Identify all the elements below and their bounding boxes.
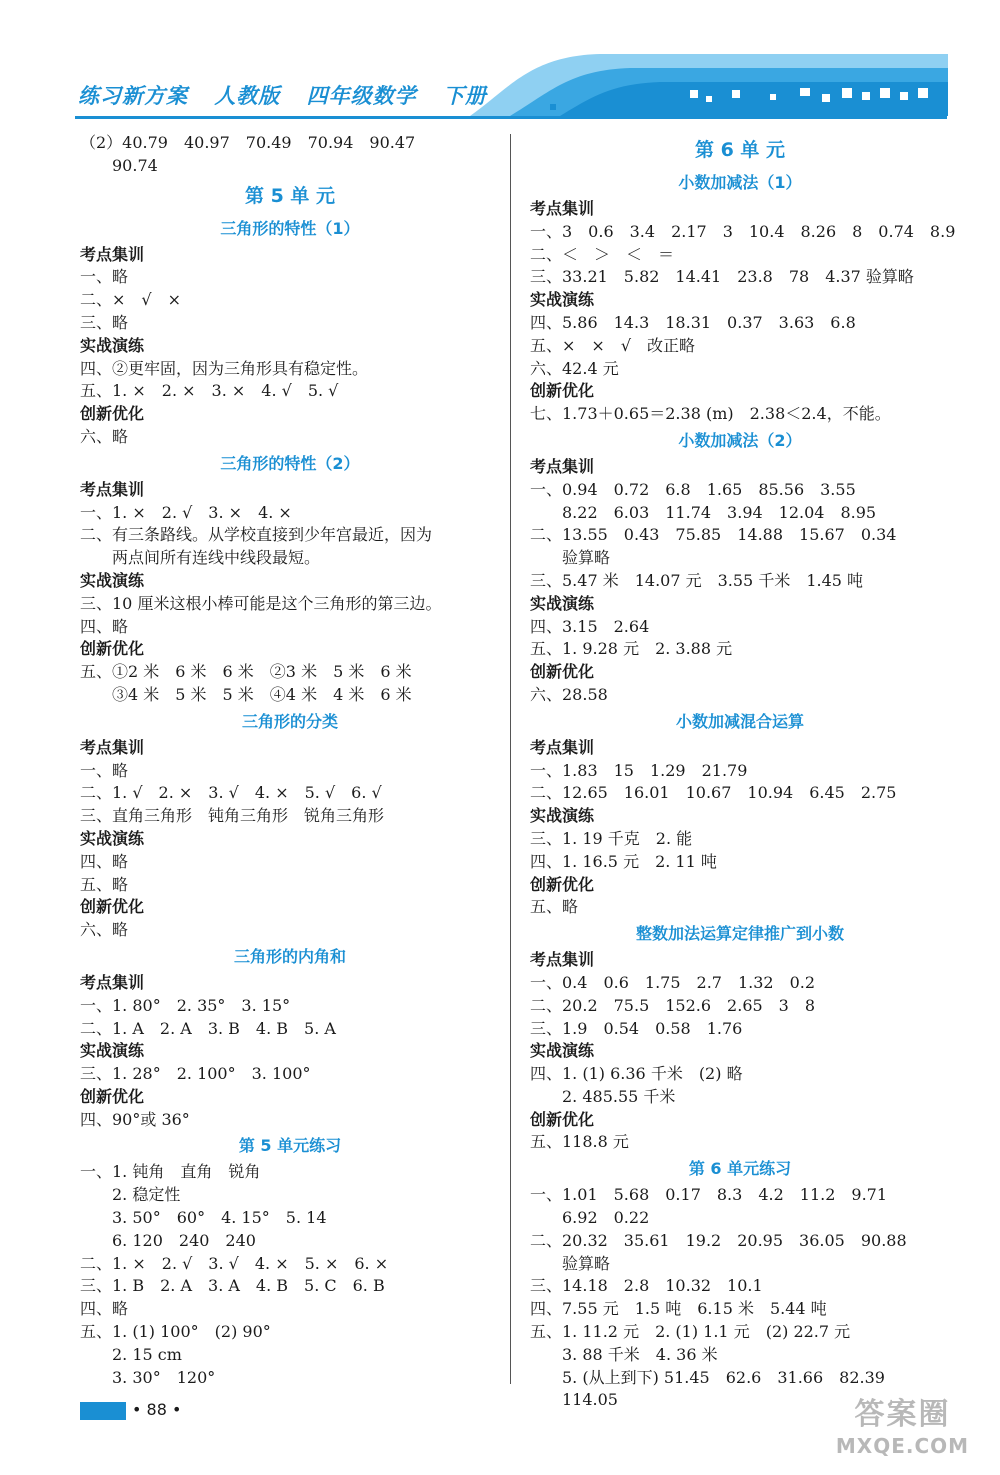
- subsection-label: 创新优化: [530, 662, 595, 682]
- answer-line-continued: 3. 88 千米 4. 36 米: [562, 1344, 718, 1364]
- section-heading: 第 6 单元练习: [688, 1159, 792, 1179]
- answer-line: 二、20.32 35.61 19.2 20.95 36.05 90.88: [530, 1230, 907, 1250]
- answer-line: 五、1. × 2. × 3. × 4. √ 5. √: [80, 381, 339, 401]
- watermark-text-bottom: MXQE.COM: [835, 1434, 970, 1458]
- answer-line-continued: 验算略: [562, 548, 611, 568]
- answer-line: 六、略: [80, 426, 129, 446]
- answer-line: （2）40.79 40.97 70.49 70.94 90.47: [80, 133, 416, 152]
- unit-heading: 第 5 单 元: [244, 184, 336, 207]
- answer-line: 一、1.83 15 1.29 21.79: [530, 760, 748, 780]
- answer-line: 三、1. 19 千克 2. 能: [530, 828, 693, 848]
- subsection-label: 创新优化: [80, 639, 145, 659]
- subsection-label: 实战演练: [80, 570, 145, 590]
- header-title: [78, 80, 505, 110]
- answer-line: 五、1. 9.28 元 2. 3.88 元: [530, 639, 733, 659]
- answer-line-continued: ③4 米 5 米 5 米 ④4 米 4 米 6 米: [112, 684, 412, 704]
- answer-line: 二、＜ ＞ ＜ ＝: [530, 244, 675, 264]
- answer-line: 二、有三条路线。从学校直接到少年宫最近，因为: [80, 525, 433, 545]
- answer-line: 四、略: [80, 616, 129, 636]
- subsection-label: 考点集训: [530, 456, 595, 476]
- section-heading: 小数加减法（2）: [678, 430, 802, 450]
- answer-line: 五、118.8 元: [530, 1132, 629, 1152]
- watermark-logo: [830, 1395, 975, 1465]
- subsection-label: 实战演练: [80, 335, 145, 355]
- answer-line: 六、42.4 元: [530, 358, 619, 378]
- answer-line-continued: 验算略: [562, 1253, 611, 1273]
- subsection-label: 考点集训: [530, 199, 595, 218]
- page-header: [0, 0, 1000, 140]
- subsection-label: 实战演练: [80, 1041, 145, 1061]
- answer-line: 一、1. × 2. √ 3. × 4. ×: [80, 502, 292, 522]
- answer-line-continued: 114.05: [562, 1390, 618, 1410]
- answer-line: 二、12.65 16.01 10.67 10.94 6.45 2.75: [530, 783, 897, 803]
- page-number-text: • 88 •: [132, 1400, 182, 1419]
- answer-line: 二、20.2 75.5 152.6 2.65 3 8: [530, 995, 816, 1015]
- answer-line: 五、× × √ 改正略: [530, 335, 696, 355]
- answer-line: 一、3 0.6 3.4 2.17 3 10.4 8.26 8 0.74 8.9: [530, 221, 956, 241]
- answer-line: 二、1. √ 2. × 3. √ 4. × 5. √ 6. √: [80, 783, 382, 803]
- header-decoration: [470, 48, 950, 118]
- answer-line: 五、略: [80, 874, 129, 894]
- answer-line: 一、0.4 0.6 1.75 2.7 1.32 0.2: [530, 972, 816, 992]
- answer-line: 一、0.94 0.72 6.8 1.65 85.56 3.55: [530, 479, 856, 499]
- header-rule: [75, 116, 947, 119]
- answer-line: 二、× √ ×: [80, 290, 182, 310]
- answer-line: 三、1.9 0.54 0.58 1.76: [530, 1018, 743, 1038]
- header-title-volume: 下册: [442, 84, 487, 108]
- subsection-label: 创新优化: [80, 897, 145, 917]
- answer-line-continued: 5. (从上到下) 51.45 62.6 31.66 82.39: [562, 1367, 885, 1387]
- answer-line: 一、略: [80, 267, 129, 287]
- answer-line-continued: 8.22 6.03 11.74 3.94 12.04 8.95: [562, 502, 877, 522]
- answer-line: 二、1. A 2. A 3. B 4. B 5. A: [80, 1018, 336, 1038]
- subsection-label: 创新优化: [80, 404, 145, 424]
- page-number: [80, 1400, 181, 1420]
- answer-line: 四、略: [80, 1299, 129, 1319]
- section-heading: 小数加减法（1）: [678, 173, 802, 192]
- answer-line: 二、13.55 0.43 75.85 14.88 15.67 0.34: [530, 525, 897, 545]
- answer-line-continued: 6.92 0.22: [562, 1208, 650, 1228]
- answer-line: 四、②更牢固，因为三角形具有稳定性。: [80, 358, 369, 378]
- subsection-label: 考点集训: [80, 479, 145, 499]
- answer-line: 五、①2 米 6 米 6 米 ②3 米 5 米 6 米: [80, 662, 412, 682]
- answer-line: 四、7.55 元 1.5 吨 6.15 米 5.44 吨: [530, 1299, 827, 1319]
- answer-line: 三、5.47 米 14.07 元 3.55 千米 1.45 吨: [530, 570, 864, 590]
- answer-line: 二、1. × 2. √ 3. √ 4. × 5. × 6. ×: [80, 1253, 389, 1273]
- section-heading: 整数加法运算定律推广到小数: [635, 924, 844, 944]
- subsection-label: 实战演练: [530, 593, 595, 613]
- header-title-edition: 人教版: [214, 84, 281, 108]
- answer-line-continued: 3. 30° 120°: [112, 1367, 216, 1387]
- answer-line: 一、略: [80, 760, 129, 780]
- subsection-label: 实战演练: [530, 290, 595, 310]
- answer-line: 一、1. 80° 2. 35° 3. 15°: [80, 995, 291, 1015]
- subsection-label: 创新优化: [530, 1109, 595, 1129]
- subsection-label: 考点集训: [530, 950, 595, 970]
- section-heading: 三角形的特性（2）: [220, 453, 360, 473]
- unit-heading: 第 6 单 元: [694, 139, 786, 161]
- answer-line: 五、略: [530, 897, 579, 917]
- answer-line-continued: 90.74: [112, 155, 158, 175]
- subsection-label: 考点集训: [80, 972, 145, 992]
- answer-line: 五、1. 11.2 元 2. (1) 1.1 元 (2) 22.7 元: [530, 1322, 851, 1342]
- answer-line-continued: 6. 120 240 240: [112, 1230, 256, 1250]
- answer-line-continued: 2. 485.55 千米: [562, 1086, 676, 1106]
- answer-line: 四、3.15 2.64: [530, 616, 650, 636]
- left-column: [80, 132, 500, 1389]
- watermark-text-top: 答案圈: [854, 1397, 951, 1432]
- answer-line: 六、略: [80, 920, 129, 940]
- answer-line: 六、28.58: [530, 684, 608, 704]
- answer-line: 三、直角三角形 钝角三角形 锐角三角形: [80, 806, 385, 826]
- right-column: [530, 132, 956, 1412]
- section-heading: 三角形的内角和: [233, 946, 346, 966]
- answer-line-continued: 2. 稳定性: [112, 1185, 181, 1205]
- subsection-label: 创新优化: [80, 1086, 145, 1106]
- answer-line-continued: 3. 50° 60° 4. 15° 5. 14: [112, 1208, 327, 1228]
- subsection-label: 考点集训: [530, 737, 595, 757]
- answer-line: 四、1. 16.5 元 2. 11 吨: [530, 851, 717, 871]
- subsection-label: 实战演练: [80, 828, 145, 848]
- answer-line-continued: 两点间所有连线中线段最短。: [112, 548, 321, 568]
- subsection-label: 创新优化: [530, 874, 595, 894]
- answer-line: 一、1. 钝角 直角 锐角: [80, 1162, 261, 1182]
- answer-line: 三、10 厘米这根小棒可能是这个三角形的第三边。: [80, 593, 442, 613]
- subsection-label: 考点集训: [80, 244, 145, 264]
- subsection-label: 实战演练: [530, 1041, 595, 1061]
- subsection-label: 实战演练: [530, 806, 595, 826]
- column-divider: [510, 134, 511, 1384]
- answer-line: 三、1. B 2. A 3. A 4. B 5. C 6. B: [80, 1276, 385, 1296]
- answer-line: 三、1. 28° 2. 100° 3. 100°: [80, 1064, 311, 1084]
- answer-line: 三、14.18 2.8 10.32 10.1: [530, 1276, 763, 1296]
- section-heading: 三角形的分类: [241, 711, 338, 731]
- answer-line: 四、略: [80, 851, 129, 871]
- answer-line: 七、1.73＋0.65＝2.38 (m) 2.38＜2.4，不能。: [530, 404, 891, 424]
- page-number-bar: [80, 1402, 126, 1420]
- header-title-series: 练习新方案: [78, 84, 188, 108]
- section-heading: 第 5 单元练习: [238, 1136, 342, 1156]
- answer-line: 四、90°或 36°: [80, 1109, 190, 1129]
- section-heading: 小数加减混合运算: [675, 711, 804, 731]
- subsection-label: 考点集训: [80, 737, 145, 757]
- answer-line: 四、1. (1) 6.36 千米 (2) 略: [530, 1064, 743, 1084]
- answer-line: 三、略: [80, 312, 129, 332]
- answer-line: 五、1. (1) 100° (2) 90°: [80, 1322, 271, 1342]
- section-heading: 三角形的特性（1）: [220, 218, 360, 238]
- answer-line: 一、1.01 5.68 0.17 8.3 4.2 11.2 9.71: [530, 1185, 888, 1205]
- answer-line: 四、5.86 14.3 18.31 0.37 3.63 6.8: [530, 312, 856, 332]
- answer-line-continued: 2. 15 cm: [112, 1344, 182, 1364]
- answer-line: 三、33.21 5.82 14.41 23.8 78 4.37 验算略: [530, 267, 914, 287]
- header-title-subject: 四年级数学: [306, 84, 417, 108]
- subsection-label: 创新优化: [530, 381, 595, 401]
